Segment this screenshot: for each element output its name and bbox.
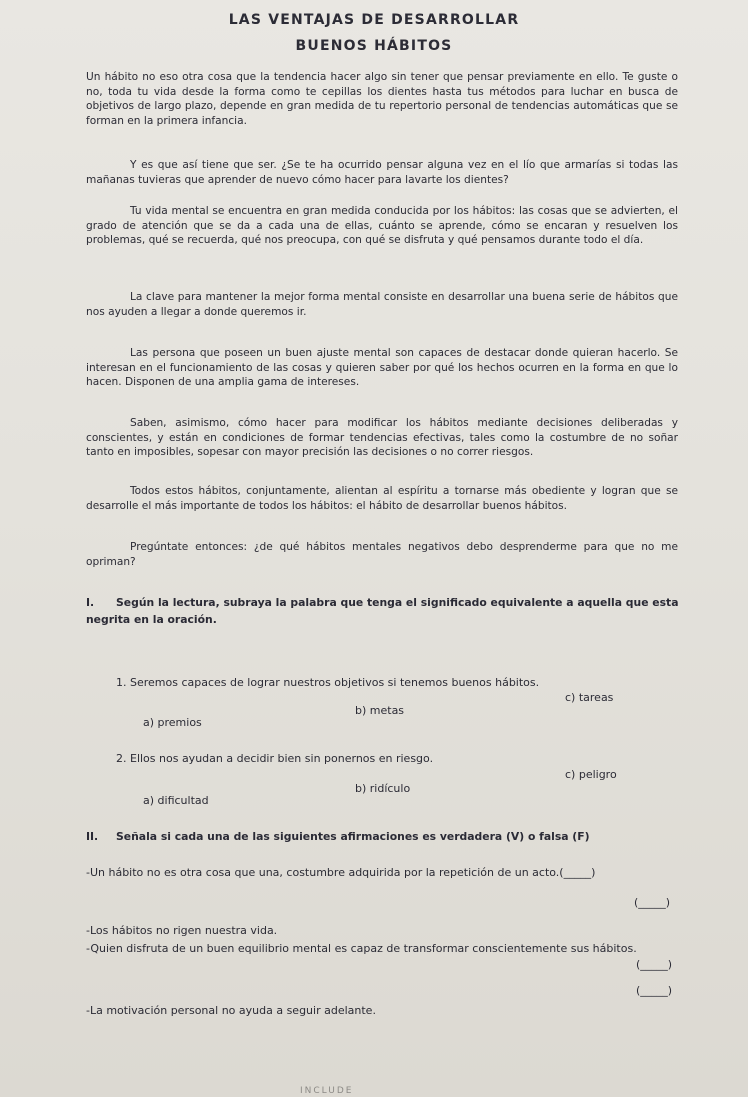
statement-1[interactable]: -Un hábito no es otra cosa que una, costumbre adquirida por la repetición de un acto.(_____) [86, 866, 596, 879]
section-2-number: II. [86, 830, 99, 843]
paragraph-8: Pregúntate entonces: ¿de qué hábitos mentales negativos debo desprenderme para que no me opriman? [86, 541, 678, 568]
paragraph-3: Tu vida mental se encuentra en gran medida conducida por los hábitos: las cosas que se advierten, el grado de atención que se da a cada una de ellas, cuánto se aprende, cómo se encaran y resuelven los problemas, qué se recuerda, qué nos preocupa, con qué se disfruta y qué pensamos durante todo el día. [86, 205, 678, 247]
paragraph-4: La clave para mantener la mejor forma mental consiste en desarrollar una buena serie de hábitos que nos ayuden a llegar a donde queremos ir. [86, 291, 678, 318]
paragraph-2: Y es que así tiene que ser. ¿Se te ha ocurrido pensar alguna vez en el lío que armarías si todas las mañanas tuvieras que aprender de nuevo cómo hacer para lavarte los dientes? [86, 159, 678, 186]
paragraph-1: Un hábito no eso otra cosa que la tendencia hacer algo sin tener que pensar previamente en ello. Te guste o no, toda tu vida desde la forma como te cepillas los dientes hasta tus métodos para luchar en busca de objetivos de largo plazo, depende en gran medida de tu repertorio personal de tendencias automáticas que se forman en la primera infancia. [86, 71, 678, 127]
footer-text: INCLUDE [300, 1086, 354, 1096]
question-2-option-b[interactable]: b) ridículo [355, 782, 411, 795]
question-2-option-a[interactable]: a) dificultad [143, 794, 209, 807]
title-line-2: BUENOS HÁBITOS [295, 38, 453, 54]
statement-3: -Quien disfruta de un buen equilibrio mental es capaz de transformar conscientemente sus hábitos. [86, 942, 637, 955]
section-1-heading: I. Según la lectura, subraya la palabra que tenga el significado equivalente a aquella que esta negrita en la oración. [86, 596, 679, 626]
statement-4: -La motivación personal no ayuda a seguir adelante. [86, 1004, 376, 1017]
paragraph-6: Saben, asimismo, cómo hacer para modificar los hábitos mediante decisiones deliberadas y conscientes, y están en condiciones de formar tendencias efectivas, tales como la costumbre de no soñar tanto en imposibles, sopesar con mayor precisión las decisiones o no correr riesgos. [86, 417, 678, 459]
statement-4-answer-blank[interactable]: (_____) [636, 984, 673, 997]
paragraph-5: Las persona que poseen un buen ajuste mental son capaces de destacar donde quieran hacerlo. Se interesan en el funcionamiento de las cosas y quieren saber por qué los hechos ocurren en la forma en que lo hacen. Disponen de una amplia gama de intereses. [86, 347, 678, 389]
question-1-option-b[interactable]: b) metas [355, 704, 405, 717]
question-1-option-a[interactable]: a) premios [143, 716, 202, 729]
statement-2: -Los hábitos no rigen nuestra vida. [86, 924, 278, 937]
question-2-option-c[interactable]: c) peligro [565, 768, 617, 781]
section-2-heading: II. Señala si cada una de las siguientes afirmaciones es verdadera (V) o falsa (F) [86, 830, 590, 843]
statement-2-answer-blank[interactable]: (_____) [634, 896, 671, 909]
question-1: 1. Seremos capaces de lograr nuestros objetivos si tenemos buenos hábitos. [116, 676, 540, 689]
title-line-1: LAS VENTAJAS DE DESARROLLAR [228, 12, 520, 28]
statement-3-answer-blank[interactable]: (_____) [636, 958, 673, 971]
question-2: 2. Ellos nos ayudan a decidir bien sin ponernos en riesgo. [116, 752, 434, 765]
paragraph-7: Todos estos hábitos, conjuntamente, alientan al espíritu a tornarse más obediente y logran que se desarrolle el más importante de todos los hábitos: el hábito de desarrollar buenos hábitos. [86, 485, 678, 512]
section-1-number: I. [86, 596, 95, 609]
question-1-option-c[interactable]: c) tareas [565, 691, 614, 704]
